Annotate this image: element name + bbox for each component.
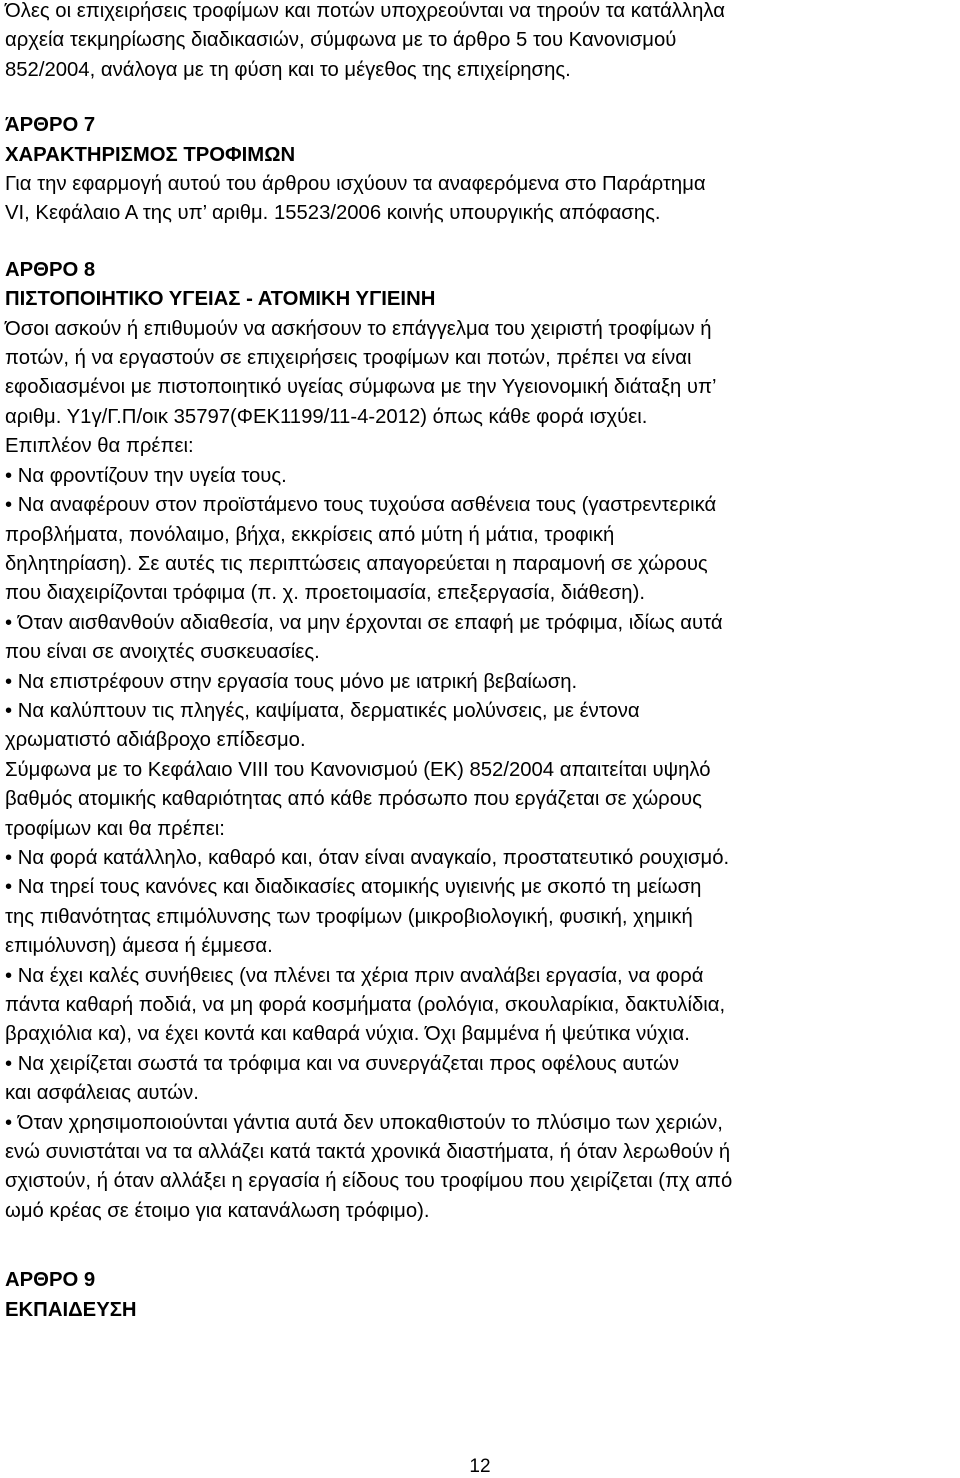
list-item: • Να καλύπτουν τις πληγές, καψίματα, δερματικές μολύνσεις, με έντονα (5, 699, 640, 722)
text-line: ποτών, ή να εργαστούν σε επιχειρήσεις τροφίμων και ποτών, πρέπει να είναι (5, 347, 692, 370)
article-9-title: ΕΚΠΑΙΔΕΥΣΗ (5, 1298, 137, 1321)
list-item: • Να έχει καλές συνήθειες (να πλένει τα χέρια πριν αναλάβει εργασία, να φορά (5, 964, 704, 987)
article-8-section (5, 256, 950, 1226)
text-line: προβλήματα, πονόλαιμο, βήχα, εκκρίσεις από μύτη ή μάτια, τροφική (5, 523, 615, 546)
article-9-number: ΑΡΘΡΟ 9 (5, 1269, 96, 1292)
text-line: δηλητηρίαση). Σε αυτές τις περιπτώσεις απαγορεύεται η παραμονή σε χώρους (5, 552, 708, 575)
list-item: • Να φροντίζουν την υγεία τους. (5, 464, 287, 487)
list-item: • Να φορά κατάλληλο, καθαρό και, όταν είναι αναγκαίο, προστατευτικό ρουχισμό. (5, 846, 730, 869)
list-item: • Να χειρίζεται σωστά τα τρόφιμα και να συνεργάζεται προς οφέλους αυτών (5, 1052, 679, 1075)
article-8-title: ΠΙΣΤΟΠΟΙΗΤΙΚΟ ΥΓΕΙΑΣ - ΑΤΟΜΙΚΗ ΥΓΙΕΙΝΗ (5, 288, 436, 311)
text-line: χρωματιστό αδιάβροχο επίδεσμο. (5, 729, 306, 752)
text-line: και ασφάλειας αυτών. (5, 1082, 199, 1105)
text-line: Όλες οι επιχειρήσεις τροφίμων και ποτών υποχρεούνται να τηρούν τα κατάλληλα (5, 0, 725, 22)
text-line: 852/2004, ανάλογα με τη φύση και το μέγεθος της επιχείρησης. (5, 58, 571, 81)
intro-paragraph (5, 0, 950, 85)
text-line: Επιπλέον θα πρέπει: (5, 435, 194, 458)
document-page (5, 0, 950, 1325)
article-7-section (5, 111, 950, 229)
text-line: αριθμ. Υ1γ/Γ.Π/οικ 35797(ΦΕΚ1199/11-4-2012) όπως κάθε φορά ισχύει. (5, 405, 648, 428)
text-line: τροφίμων και θα πρέπει: (5, 817, 225, 840)
text-line: ωμό κρέας σε έτοιμο για κατανάλωση τρόφιμο). (5, 1199, 430, 1222)
article-7-title: ΧΑΡΑΚΤΗΡΙΣΜΟΣ ΤΡΟΦΙΜΩΝ (5, 143, 296, 166)
text-line: εφοδιασμένοι με πιστοποιητικό υγείας σύμφωνα με την Υγειονομική διάταξη υπ’ (5, 376, 717, 399)
text-line: αρχεία τεκμηρίωσης διαδικασιών, σύμφωνα με το άρθρο 5 του Κανονισμού (5, 29, 677, 52)
page-number: 12 (469, 1456, 491, 1477)
list-item: • Να επιστρέφουν στην εργασία τους μόνο με ιατρική βεβαίωση. (5, 670, 578, 693)
text-line: βαθμός ατομικής καθαριότητας από κάθε πρόσωπο που εργάζεται σε χώρους (5, 788, 702, 811)
text-line: Για την εφαρμογή αυτού του άρθρου ισχύουν τα αναφερόμενα στο Παράρτημα (5, 173, 706, 196)
article-8-number: ΑΡΘΡΟ 8 (5, 258, 96, 281)
text-line: βραχιόλια κα), να έχει κοντά και καθαρά νύχια. Όχι βαμμένα ή ψεύτικα νύχια. (5, 1023, 690, 1046)
text-line: της πιθανότητας επιμόλυνσης των τροφίμων (μικροβιολογική, φυσική, χημική (5, 905, 693, 928)
text-line: Σύμφωνα με το Κεφάλαιο VIII του Κανονισμού (ΕΚ) 852/2004 απαιτείται υψηλό (5, 758, 711, 781)
text-line: VI, Κεφάλαιο Α της υπ’ αριθμ. 15523/2006 κοινής υπουργικής απόφασης. (5, 202, 661, 225)
text-line: ενώ συνιστάται να τα αλλάζει κατά τακτά χρονικά διαστήματα, ή όταν λερωθούν ή (5, 1141, 731, 1164)
text-line: που διαχειρίζονται τρόφιμα (π. χ. προετοιμασία, επεξεργασία, διάθεση). (5, 582, 645, 605)
list-item: • Όταν αισθανθούν αδιαθεσία, να μην έρχονται σε επαφή με τρόφιμα, ιδίως αυτά (5, 611, 723, 634)
text-line: Όσοι ασκούν ή επιθυμούν να ασκήσουν το επάγγελμα του χειριστή τροφίμων ή (5, 317, 712, 340)
article-9-section (5, 1266, 950, 1325)
list-item: • Όταν χρησιμοποιούνται γάντια αυτά δεν υποκαθιστούν το πλύσιμο των χεριών, (5, 1111, 723, 1134)
list-item: • Να αναφέρουν στον προϊστάμενο τους τυχούσα ασθένεια τους (γαστρεντερικά (5, 494, 717, 517)
article-7-number: ΆΡΘΡΟ 7 (5, 114, 96, 137)
text-line: επιμόλυνση) άμεσα ή έμμεσα. (5, 935, 273, 958)
text-line: που είναι σε ανοιχτές συσκευασίες. (5, 641, 320, 664)
text-line: σχιστούν, ή όταν αλλάξει η εργασία ή είδους του τροφίμου που χειρίζεται (πχ από (5, 1170, 733, 1193)
text-line: πάντα καθαρή ποδιά, να μη φορά κοσμήματα (ρολόγια, σκουλαρίκια, δακτυλίδια, (5, 994, 726, 1016)
list-item: • Να τηρεί τους κανόνες και διαδικασίες ατομικής υγιεινής με σκοπό τη μείωση (5, 876, 702, 899)
